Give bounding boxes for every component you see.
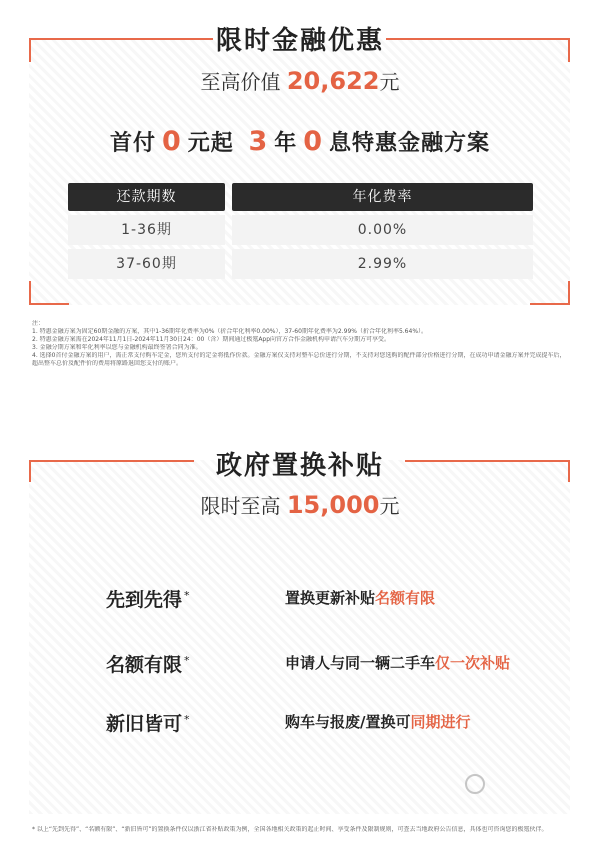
- table-cell: 37-60期: [68, 249, 225, 279]
- subsidy-subtitle: 限时至高 15,000元: [200, 491, 400, 519]
- finance-title: 限时金融优惠: [215, 26, 384, 56]
- finance-subtitle: 至高价值 20,622元: [200, 67, 400, 95]
- feature-key: 名额有限 *: [106, 653, 190, 676]
- feature-value: 购车与报废/置换可同期进行: [285, 713, 471, 731]
- feature-value: 置换更新补贴名额有限: [285, 589, 436, 607]
- subsidy-title: 政府置换补贴: [215, 451, 384, 481]
- feature-value: 申请人与同一辆二手车仅一次补贴: [285, 654, 511, 672]
- finance-headline: 首付 0 元起 3 年 0 息特惠金融方案: [109, 126, 491, 157]
- table-header-period: 还款期数: [68, 183, 225, 211]
- subsidy-max-value: 15,000: [286, 491, 380, 519]
- finance-max-value: 20,622: [286, 67, 380, 95]
- subsidy-note: * 以上“先到先得”、“名额有限”、“新旧皆可”的置换条件仅以浙江省补贴政策为例，全国各地相关政策的起止时间、享受条件及限制规则，可查去当地政府公告信息，具体也可咨询您的极氪伙伴。: [32, 826, 548, 833]
- feature-key: 先到先得 *: [106, 588, 190, 611]
- table-cell: 1-36期: [68, 215, 225, 245]
- table-cell: 0.00%: [232, 215, 533, 245]
- watermark-logo: [465, 772, 575, 794]
- finance-notes: 注： 1. 特惠金融方案为固定60期金融的方案，其中1-36期年化费率为0%（折合年化利率0.00%），37-60期年化费率为2.99%（折合年化利率5.64%）。 2. 特惠金融方案需在2024年11月1日-2024年11月30日24：00（含）期间通过极氪App向官方合作金融机构申请汽车分期方可享受。 3. 金融分期方案和年化利率以您与金融机构最终签署合同为准。 4. 选择0首付金融方案的用户，需正常支付购车定金，您所支付的定金将抵作价款。金融方案仅支持对整车总价进行分期，不支持对您选购的配件部分价格进行分期，在成功申请金融方案并完成提车后， 超出整车总价及配件价的费用将原路退回您支付的账户。: [32, 320, 566, 367]
- watermark-icon: [465, 774, 485, 794]
- feature-key: 新旧皆可 *: [106, 712, 190, 735]
- table-cell: 2.99%: [232, 249, 533, 279]
- table-header-rate: 年化费率: [232, 183, 533, 211]
